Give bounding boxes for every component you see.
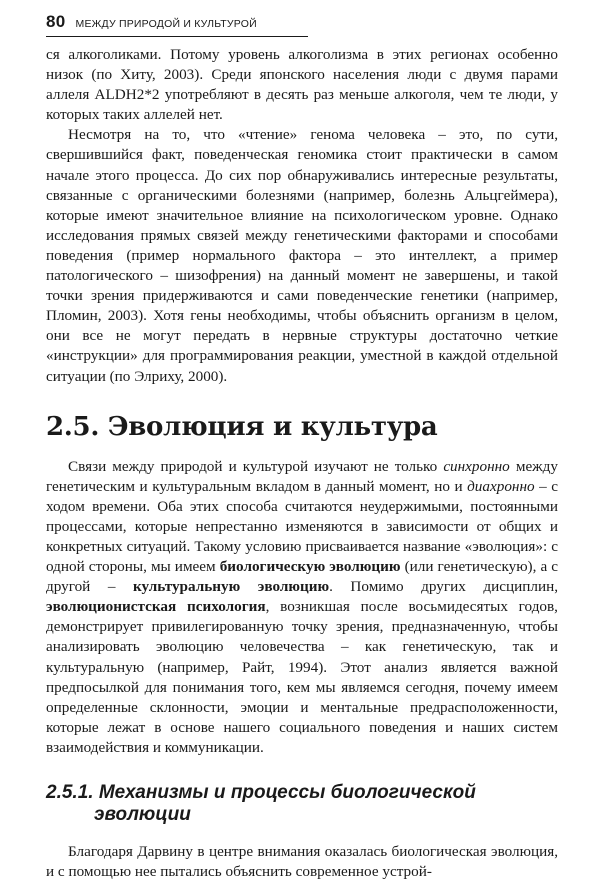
paragraph-evolution-culture — [46, 457, 558, 758]
text-run: , возникшая после восьмидесятых годов, демонстрирует привилегированную точку зрения, предназначенную, чтобы анализировать эволюцию человечества – как генетическую, так и культуральную (например, Райт, 1994). Этот анализ является важной предпосылкой для понимания того, кем мы являемся сегодня, почему имеем определенные склонности, эмоции и ментальные предрасположенности, которые лежат в основе нашего социального поведения и наших систем взаимодействия и коммуникации. — [46, 598, 558, 756]
section-title: 2.5. Эволюция и культура — [46, 411, 438, 442]
italic-term-synchronous: синхронно — [443, 457, 510, 475]
running-head — [46, 12, 308, 37]
subsection-title-line1: 2.5.1. Механизмы и процессы биологической — [46, 782, 476, 803]
subsection-title — [46, 782, 558, 826]
text-run: . Помимо других дисциплин, — [329, 578, 558, 596]
running-title: МЕЖДУ ПРИРОДОЙ И КУЛЬТУРОЙ — [75, 18, 257, 30]
text-run: (или генетическую), а с другой – — [46, 558, 559, 596]
text-run: – с ходом времени. Оба этих способа считаются неудержимыми, постоянными процессами, которые непрестанно изменяются в зависимости от общих и конкретных ситуаций. Такому условию присваивается название «эволюция»: с одной стороны, мы имеем — [46, 477, 558, 576]
text-run: между генетическим и культуральным вкладом в данный момент, но и — [46, 457, 558, 495]
body-text — [46, 45, 558, 882]
subsection-title-line2: эволюции — [94, 804, 191, 825]
paragraph-continuation: ся алкоголиками. Потому уровень алкоголизма в этих регионах особенно низок (по Хиту, 2003). Среди японского населения люди с двумя парами аллеля ALDH2*2 употребляют в десять раз меньше алкоголя, чем те люди, у которых таких аллелей нет. — [46, 46, 558, 124]
page-number: 80 — [46, 12, 66, 31]
bold-term-evolutionary-psychology: эволюционистская психология — [46, 598, 266, 616]
book-page — [46, 12, 558, 882]
text-run: Связи между природой и культурой изучают не только — [68, 457, 444, 475]
bold-term-cultural-evolution: культуральную эволюцию — [132, 578, 330, 596]
paragraph-darwin: Благодаря Дарвину в центре внимания оказалась биологическая эволюция, и с помощью нее пытались объяснить современное устрой- — [46, 843, 558, 881]
italic-term-diachronous: диахронно — [467, 477, 535, 495]
bold-term-biological-evolution: биологическую эволюцию — [219, 558, 401, 576]
paragraph-behavioral-genomics: Несмотря на то, что «чтение» генома человека – это, по сути, свершившийся факт, поведенческая геномика стоит практически в самом начале этого процесса. До сих пор обнаруживались интересные результаты, связанные с органическими болезнями (например, болезнь Альцгеймера), которые имеют значительное влияние на психологическом уровне. Однако исследования прямых связей между генетическими факторами и способами поведения (пример нормального фактора – это интеллект, а пример патологического – шизофрения) на данный момент не завершены, и такой точки зрения придерживаются и сами поведенческие генетики (например, Пломин, 2003). Хотя гены необходимы, чтобы объяснить организм в целом, они все не могут передать в нервные структуры достаточно четкие «инструкции» для программирования реакции, уместной в каждой отдельной ситуации (по Элриху, 2000). — [46, 126, 558, 385]
